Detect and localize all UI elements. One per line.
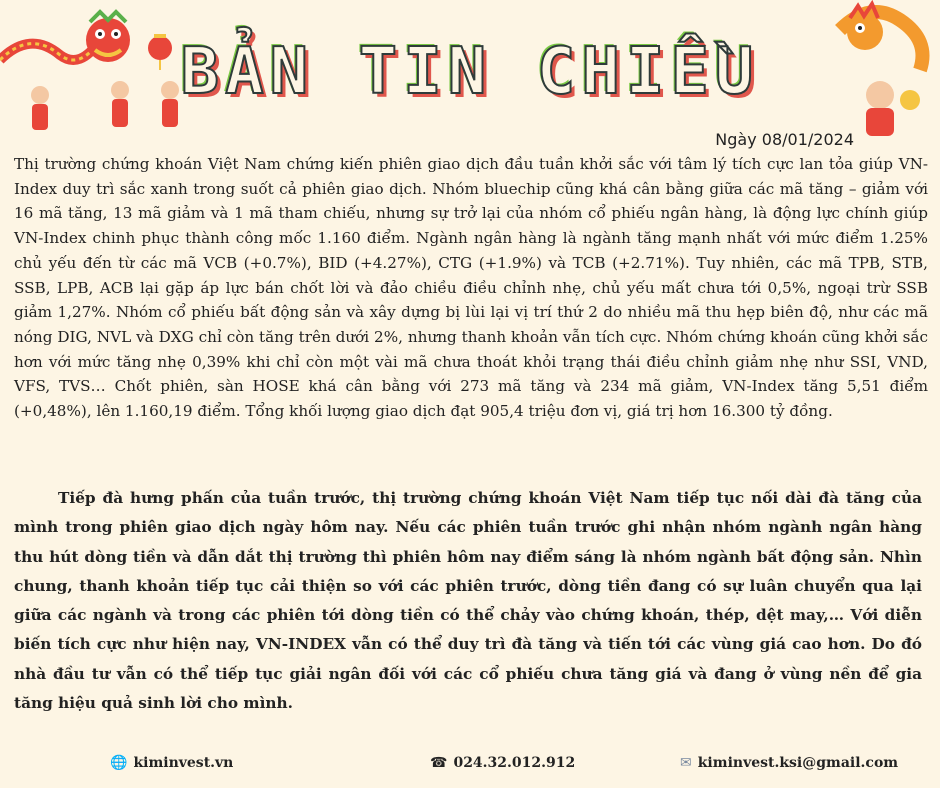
footer [0,755,940,777]
email-link[interactable]: kiminvest.ksi@gmail.com [697,755,899,771]
footer-email[interactable] [680,755,898,771]
footer-website[interactable] [110,755,233,771]
footer-phone[interactable] [430,755,575,771]
report-date: Ngày 08/01/2024 [715,130,854,149]
website-link[interactable]: kiminvest.vn [133,755,234,771]
globe-icon: 🌐 [110,755,128,771]
page-title: BẢN TIN CHIỀU [180,35,760,109]
phone-number[interactable]: 024.32.012.912 [453,755,576,771]
phone-icon: ☎ [430,755,448,771]
envelope-icon: ✉ [680,755,692,771]
market-summary-paragraph: Thị trường chứng khoán Việt Nam chứng kiến phiên giao dịch đầu tuần khởi sắc với tâm lý tích cực lan tỏa giúp VN-Index duy trì sắc xanh trong suốt cả phiên giao dịch. Nhóm bluechip cũng khá cân bằng giữa các mã tăng – giảm với 16 mã tăng, 13 mã giảm và 1 mã tham chiếu, nhưng sự trở lại của nhóm cổ phiếu ngân hàng, là động lực chính giúp VN-Index chinh phục thành công mốc 1.160 điểm. Ngành ngân hàng là ngành tăng mạnh nhất với mức điểm 1.25% chủ yếu đến từ các mã VCB (+0.7%), BID (+4.27%), CTG (+1.9%) và TCB (+2.71%). Tuy nhiên, các mã TPB, STB, SSB, LPB, ACB lại gặp áp lực bán chốt lời và đảo chiều điều chỉnh nhẹ, chủ yếu mất chưa tới 0,5%, ngoại trừ SSB giảm 1,27%. Nhóm cổ phiếu bất động sản và xây dựng bị lùi lại vị trí thứ 2 do nhiều mã thu hẹp biên độ, như các mã nóng DIG, NVL và DXG chỉ còn tăng trên dưới 2%, nhưng thanh khoản vẫn tích cực. Nhóm chứng khoán cũng khởi sắc hơn với mức tăng nhẹ 0,39% khi chỉ còn một vài mã chưa thoát khỏi trạng thái điều chỉnh giảm nhẹ như SSI, VND, VFS, TVS… Chốt phiên, sàn HOSE khá cân bằng với 273 mã tăng và 234 mã giảm, VN-Index tăng 5,51 điểm (+0,48%), lên 1.160,19 điểm. Tổng khối lượng giao dịch đạt 905,4 triệu đơn vị, giá trị hơn 16.300 tỷ đồng. [14,155,928,421]
market-outlook-paragraph: Tiếp đà hưng phấn của tuần trước, thị trường chứng khoán Việt Nam tiếp tục nối dài đà tăng của mình trong phiên giao dịch ngày hôm nay. Nếu các phiên tuần trước ghi nhận nhóm ngành ngân hàng thu hút dòng tiền và dẫn dắt thị trường thì phiên hôm nay điểm sáng là nhóm ngành bất động sản. Nhìn chung, thanh khoản tiếp tục cải thiện so với các phiên trước, dòng tiền đang có sự luân chuyển qua lại giữa các ngành và trong các phiên tới dòng tiền có thể chảy vào chứng khoán, thép, dệt may,… Với diễn biến tích cực như hiện nay, VN-INDEX vẫn có thể duy trì đà tăng và tiến tới các vùng giá cao hơn. Do đó nhà đầu tư vẫn có thể tiếp tục giải ngân đối với các cổ phiếu chưa tăng giá và đang ở vùng nền để gia tăng hiệu quả sinh lời cho mình. [14,489,922,713]
